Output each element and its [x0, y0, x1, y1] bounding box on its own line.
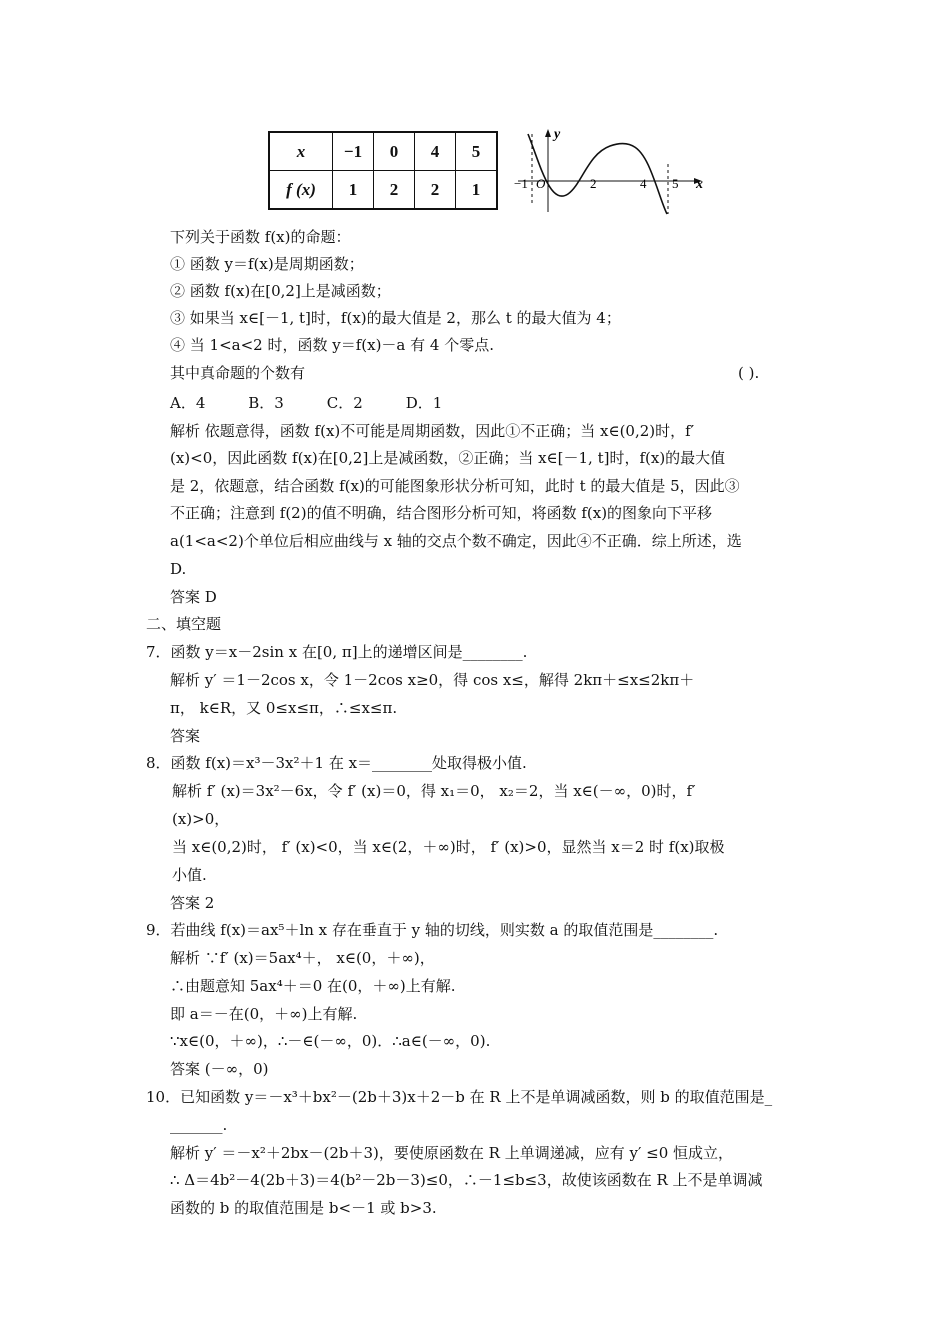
proposition-1: ① 函数 y＝f(x)是周期函数；: [170, 255, 364, 273]
solution-line: (x)<0，因此函数 f(x)在[0,2]上是减函数，②正确；当 x∈[－1, t]时，f(x)的最大值: [170, 449, 726, 467]
solution-line: 小值.: [172, 866, 207, 884]
answer-line: 答案 D: [170, 588, 217, 606]
proposition-3: ③ 如果当 x∈[－1, t]时，f(x)的最大值是 2，那么 t 的最大值为 4；: [170, 309, 621, 327]
solution-line: 是 2，依题意，结合函数 f(x)的可能图象形状分析可知，此时 t 的最大值是 5，因此③: [170, 477, 740, 495]
question-intro: 下列关于函数 f(x)的命题：: [170, 228, 351, 246]
table-cell: 2: [374, 171, 415, 210]
solution-line: 解析 y′ ＝－x²＋2bx－(2b＋3)，要使原函数在 R 上单调递减，应有 y′ ≤0 恒成立，: [170, 1144, 734, 1162]
question-prompt: 其中真命题的个数有: [170, 364, 306, 382]
solution-line: ∴ Δ＝4b²－4(2b＋3)＝4(b²－2b－3)≤0，∴－1≤b≤3，故使该函数在 R 上不是单调减: [170, 1171, 763, 1189]
question-9: 9．若曲线 f(x)＝ax⁵＋ln x 存在垂直于 y 轴的切线，则实数 a 的取值范围是________.: [146, 921, 719, 939]
table-header-x: x: [269, 132, 333, 171]
solution-line: (x)>0，: [172, 810, 230, 828]
question-7: 7．函数 y＝x－2sin x 在[0, π]上的递增区间是________.: [146, 643, 528, 661]
table-cell: 1: [456, 171, 498, 210]
tick-label: 2: [590, 176, 597, 191]
solution-line: ∴由题意知 5ax⁴＋＝0 在(0，＋∞)上有解.: [170, 977, 456, 995]
solution-line: 解析 f′ (x)＝3x²－6x，令 f′ (x)＝0，得 x₁＝0， x₂＝2，当 x∈(－∞，0)时，f′: [172, 782, 696, 800]
table-cell: 1: [333, 171, 374, 210]
y-axis-arrow-icon: [545, 129, 551, 137]
solution-line: 当 x∈(0,2)时， f′ (x)<0，当 x∈(2，＋∞)时， f′ (x)>0，显然当 x＝2 时 f(x)取极: [172, 838, 725, 856]
solution-line: 解析 y′ ＝1－2cos x，令 1－2cos x≥0，得 cos x≤，解得 2kπ＋≤x≤2kπ＋: [170, 671, 695, 689]
x-axis-label: x: [696, 177, 703, 192]
question-10: 10．已知函数 y＝－x³＋bx²－(2b＋3)x＋2－b 在 R 上不是单调减函数，则 b 的取值范围是_: [146, 1088, 773, 1106]
table-cell: 0: [374, 132, 415, 171]
answer-line: 答案 2: [170, 894, 215, 912]
table-cell: 5: [456, 132, 498, 171]
function-graph: [510, 124, 710, 219]
value-table: [268, 131, 498, 210]
table-cell: −1: [333, 132, 374, 171]
solution-line: a(1<a<2)个单位后相应曲线与 x 轴的交点个数不确定，因此④不正确．综上所述，选: [170, 532, 742, 550]
question-8: 8．函数 f(x)＝x³－3x²＋1 在 x＝________处取得极小值.: [146, 754, 527, 772]
tick-label: −1: [514, 176, 528, 191]
choices: A．4 B．3 C．2 D．1: [170, 394, 443, 412]
solution-line: 即 a＝－在(0，＋∞)上有解.: [170, 1005, 358, 1023]
answer-line: 答案 (－∞，0): [170, 1060, 269, 1078]
solution-line: D.: [170, 560, 187, 578]
question-10-continued: _______.: [170, 1116, 228, 1134]
solution-line: 解析 ∵f′ (x)＝5ax⁴＋， x∈(0，＋∞)，: [170, 949, 435, 967]
table-cell: 2: [415, 171, 456, 210]
solution-line: 解析 依题意得，函数 f(x)不可能是周期函数，因此①不正确；当 x∈(0,2)时，f′: [170, 422, 695, 440]
solution-line: 不正确；注意到 f(2)的值不明确，结合图形分析可知，将函数 f(x)的图象向下平移: [170, 504, 713, 522]
tick-label: 4: [640, 176, 647, 191]
solution-line: 函数的 b 的取值范围是 b<－1 或 b>3.: [170, 1199, 437, 1217]
answer-blank: ( ).: [738, 364, 760, 382]
solution-line: ∵x∈(0，＋∞)，∴－∈(－∞，0)．∴a∈(－∞，0).: [170, 1032, 491, 1050]
origin-label: O: [536, 176, 546, 191]
table-header-fx: f (x): [269, 171, 333, 210]
section-heading: 二、填空题: [146, 615, 222, 633]
proposition-2: ② 函数 f(x)在[0,2]上是减函数；: [170, 282, 391, 300]
table-cell: 4: [415, 132, 456, 171]
y-axis-label: y: [554, 127, 561, 142]
answer-line: 答案: [170, 727, 201, 745]
proposition-4: ④ 当 1<a<2 时，函数 y＝f(x)－a 有 4 个零点.: [170, 336, 494, 354]
solution-line: π， k∈R，又 0≤x≤π，∴≤x≤π.: [170, 699, 398, 717]
function-curve: [528, 134, 667, 214]
tick-label: 5: [672, 176, 679, 191]
